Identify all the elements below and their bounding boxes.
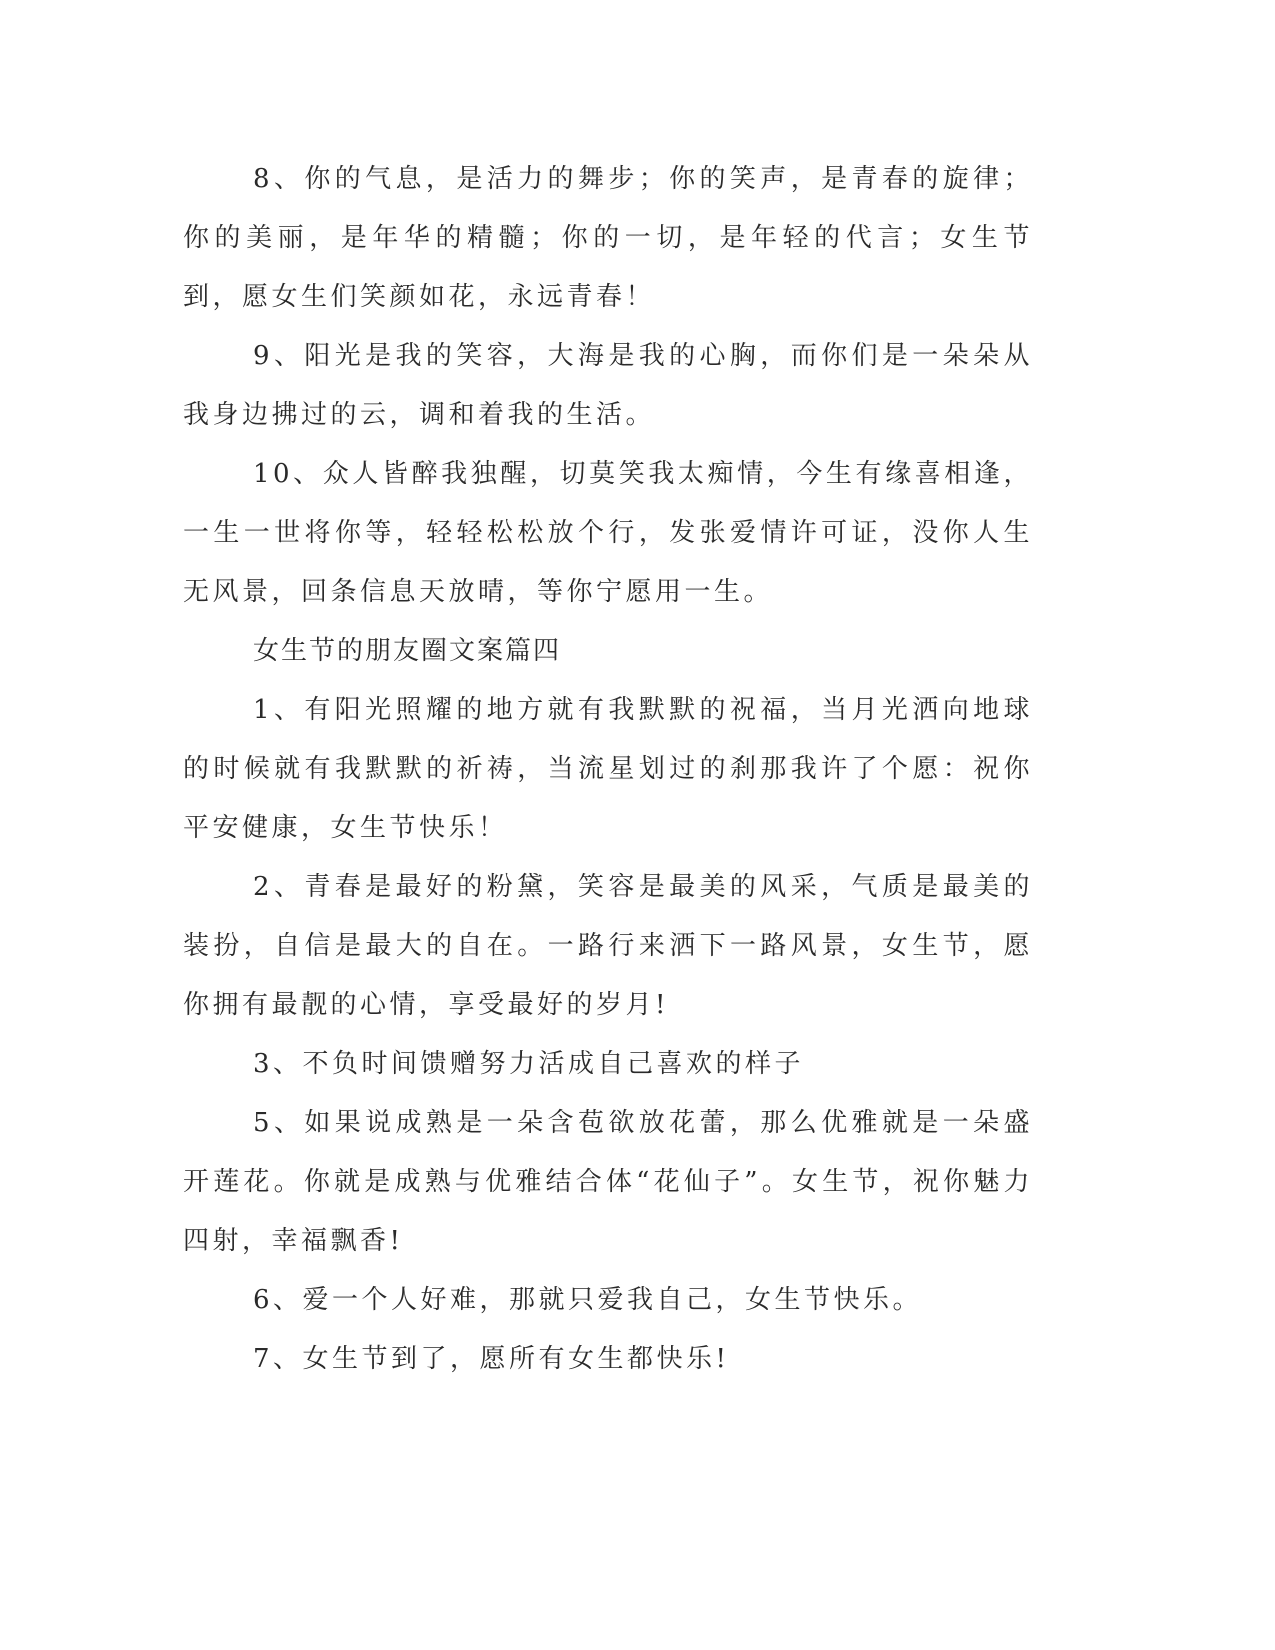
paragraph-1: 1、有阳光照耀的地方就有我默默的祝福，当月光洒向地球的时候就有我默默的祈祷，当流星划过的刹那我许了个愿：祝你平安健康，女生节快乐！: [183, 695, 1033, 843]
paragraph-10: 10、众人皆醉我独醒，切莫笑我太痴情，今生有缘喜相逢，一生一世将你等，轻轻松松放个行，发张爱情许可证，没你人生无风景，回条信息天放晴，等你宁愿用一生。: [183, 459, 1033, 607]
section-title: 女生节的朋友圈文案篇四: [253, 636, 562, 666]
document-body: [183, 150, 1033, 1389]
paragraph-8: 8、你的气息，是活力的舞步；你的笑声，是青春的旋律；你的美丽，是年华的精髓；你的一切，是年轻的代言；女生节到，愿女生们笑颜如花，永远青春！: [183, 164, 1033, 312]
paragraph-3: 3、不负时间馈赠努力活成自己喜欢的样子: [253, 1049, 805, 1079]
paragraph-7: 7、女生节到了，愿所有女生都快乐!: [253, 1344, 730, 1374]
paragraph-6: 6、爱一个人好难，那就只爱我自己，女生节快乐。: [253, 1285, 923, 1315]
paragraph-5: 5、如果说成熟是一朵含苞欲放花蕾，那么优雅就是一朵盛开莲花。你就是成熟与优雅结合体“花仙子”。女生节，祝你魅力四射，幸福飘香!: [183, 1108, 1033, 1256]
paragraph-9: 9、阳光是我的笑容，大海是我的心胸，而你们是一朵朵从我身边拂过的云，调和着我的生活。: [183, 341, 1033, 430]
paragraph-2: 2、青春是最好的粉黛，笑容是最美的风采，气质是最美的装扮，自信是最大的自在。一路行来洒下一路风景，女生节，愿你拥有最靓的心情，享受最好的岁月!: [183, 872, 1033, 1020]
